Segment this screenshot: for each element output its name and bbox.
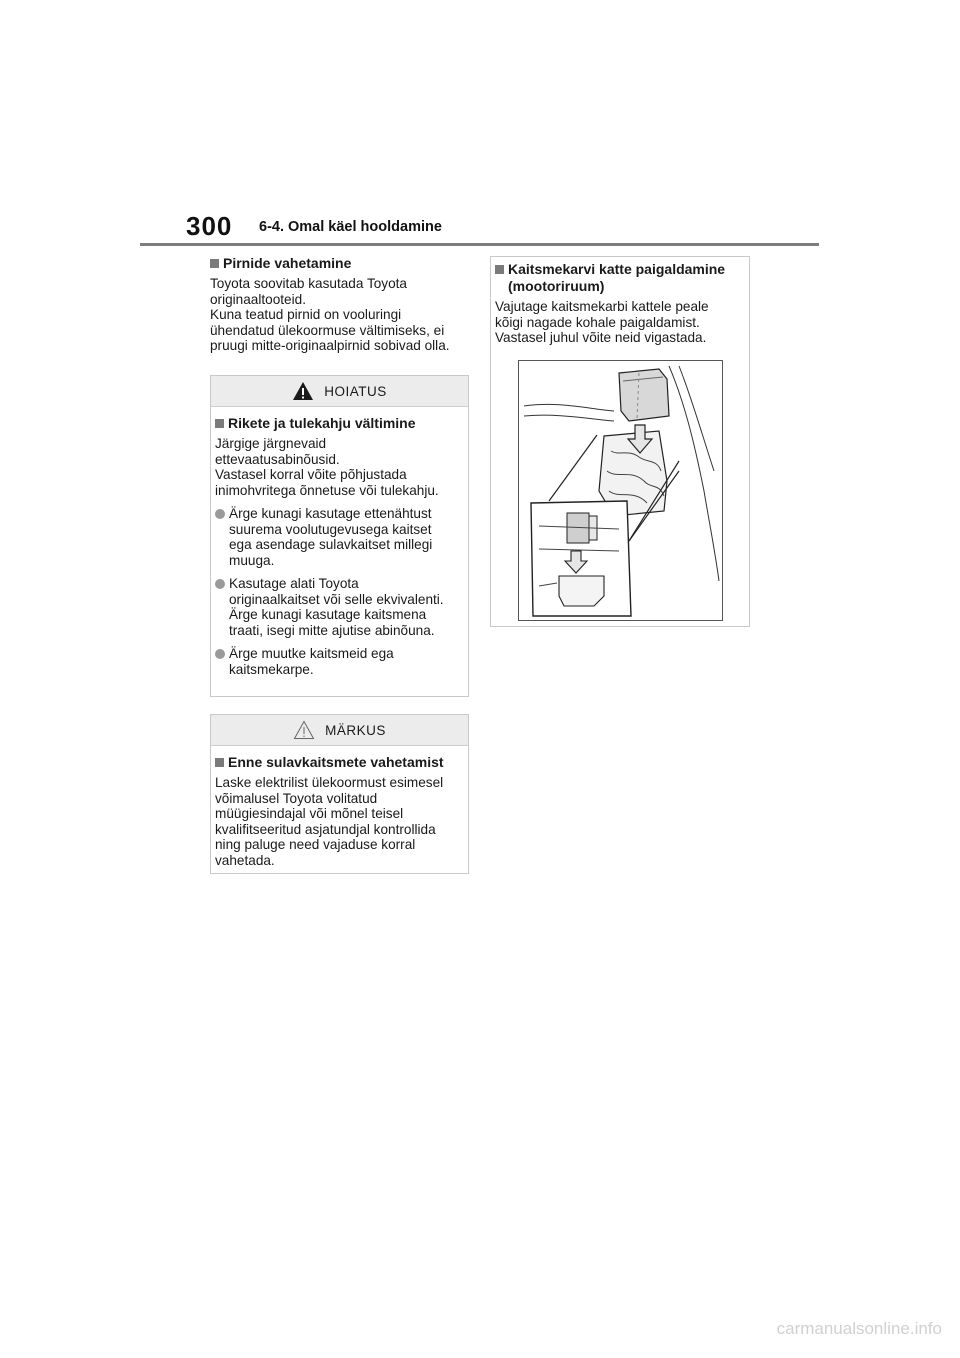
section-title: 6-4. Omal käel hooldamine: [259, 219, 442, 235]
page-number: 300: [186, 211, 233, 241]
notice-paragraph: Laske elektrilist ülekoormust esimesel võimalusel Toyota volitatud müügiesindajal või mõnel teisel kvalifitseeritud asjatundjal kontrollida ning paluge need vajaduse korral vahetada.: [215, 775, 444, 868]
warning-heading-text: Rikete ja tulekahju vältimine: [228, 415, 416, 431]
square-bullet-icon: [495, 265, 504, 274]
warning-intro: Järgige järgnevaid ettevaatusabinõusid. Vastasel korral võite põhjustada inimohvritega õnnetuse või tulekahju.: [215, 436, 439, 498]
list-item: [215, 506, 464, 568]
warning-label: HOIATUS: [324, 383, 387, 399]
watermark: carmanualsonline.info: [776, 1319, 942, 1338]
fuse-box-illustration: [518, 360, 723, 621]
fuse-cover-heading: [495, 261, 743, 295]
fuse-cover-paragraph: Vajutage kaitsmekarbi kattele peale kõigi nagade kohale paigaldamist. Vastasel juhul võite neid vigastada.: [495, 299, 709, 345]
warning-heading: [215, 415, 464, 432]
fuse-cover-heading-text: Kaitsmekarvi katte paigaldamine (mootoriruum): [508, 261, 726, 294]
list-item: [215, 646, 464, 677]
bulb-replacement-section: [210, 255, 469, 354]
fuse-cover-section: [490, 256, 750, 627]
notice-box: [210, 714, 469, 874]
bulb-heading: [210, 255, 469, 272]
square-bullet-icon: [215, 758, 224, 767]
bullet-dot-icon: [215, 649, 225, 659]
notice-label: MÄRKUS: [325, 722, 386, 738]
header-rule: [140, 243, 819, 246]
square-bullet-icon: [215, 419, 224, 428]
warning-bullet-text: Ärge kunagi kasutage ettenähtust suurema voolutugevusega kaitset ega asendage sulavkaitset millegi muuga.: [229, 506, 433, 568]
warning-header: [211, 376, 468, 407]
list-item: [215, 576, 464, 638]
notice-heading: [215, 754, 464, 771]
bullet-dot-icon: [215, 509, 225, 519]
warning-bullet-text: Ärge muutke kaitsmeid ega kaitsmekarpe.: [229, 646, 394, 677]
engine-compartment-illustration: [519, 361, 722, 620]
bulb-heading-text: Pirnide vahetamine: [223, 255, 352, 271]
bulb-paragraph: Toyota soovitab kasutada Toyota originaaltooteid. Kuna teatud pirnid on vooluringi ühendatud ülekoormuse vältimiseks, ei pruugi mitte-originaalpirnid sobivad olla.: [210, 276, 450, 353]
notice-header: [211, 715, 468, 746]
bullet-dot-icon: [215, 579, 225, 589]
warning-box: [210, 375, 469, 697]
square-bullet-icon: [210, 259, 219, 268]
notice-heading-text: Enne sulavkaitsmete vahetamist: [228, 754, 444, 770]
notice-triangle-icon: [293, 720, 315, 740]
warning-triangle-icon: [292, 381, 314, 401]
warning-bullet-text: Kasutage alati Toyota originaalkaitset või selle ekvivalenti. Ärge kunagi kasutage kaitsmena traati, isegi mitte ajutise abinõuna.: [229, 576, 444, 638]
